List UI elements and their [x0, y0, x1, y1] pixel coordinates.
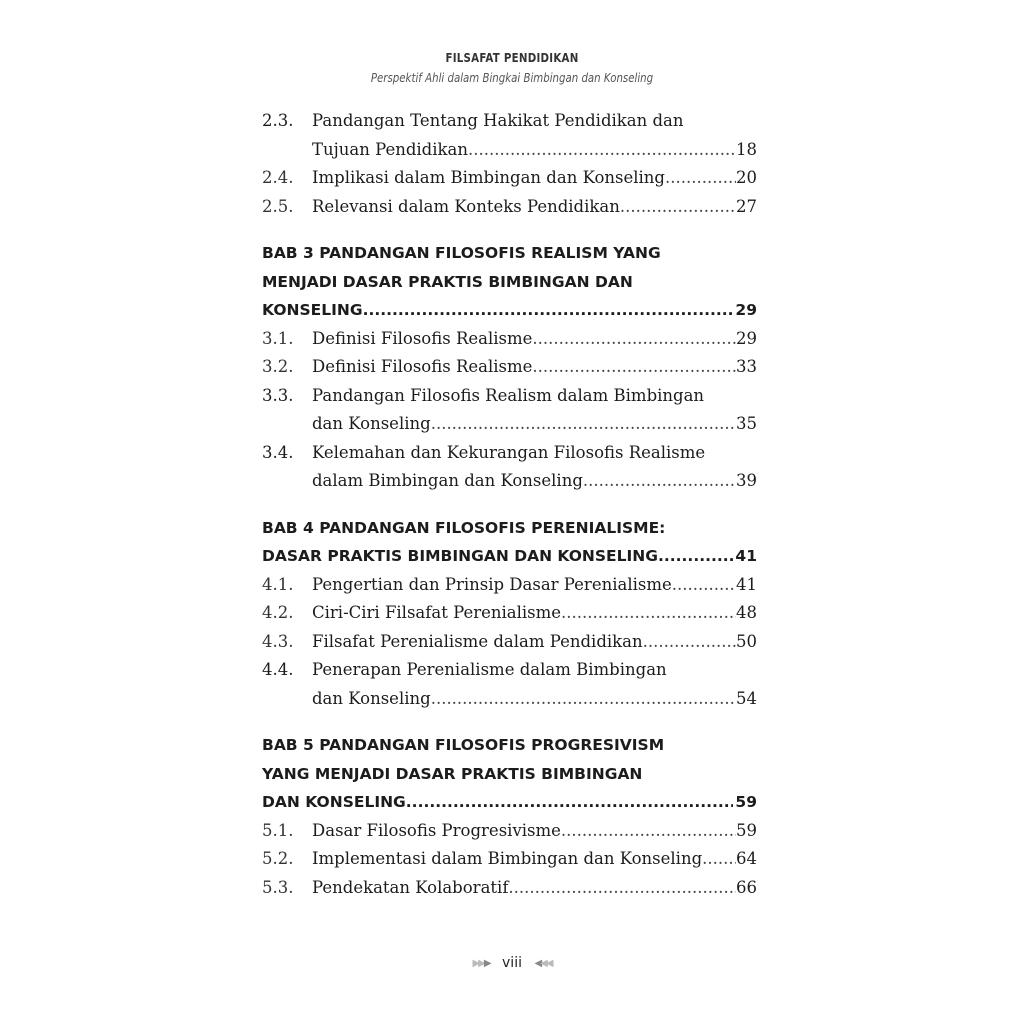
toc-page: 50 — [736, 631, 757, 651]
book-title: FILSAFAT PENDIDIKAN — [445, 50, 579, 65]
toc-title: Definisi Filosofis Realisme — [312, 328, 533, 348]
toc-title: dalam Bimbingan dan Konseling — [312, 471, 583, 490]
toc-entry-4-4 — [262, 657, 757, 686]
leader-dots — [468, 140, 736, 159]
leader-dots — [431, 414, 736, 433]
toc-number: 5.2. — [262, 849, 294, 868]
leader-dots — [702, 849, 736, 868]
toc-entry-4-3 — [262, 629, 757, 658]
toc-entry-5-2 — [262, 846, 757, 875]
toc-number: 2.3. — [262, 111, 294, 130]
chapter-title: DAN KONSELING — [262, 793, 406, 811]
chapter-title: MENJADI DASAR PRAKTIS BIMBINGAN DAN — [262, 272, 633, 291]
toc-page: 66 — [736, 877, 757, 897]
toc-entry-4-1 — [262, 572, 757, 601]
toc-entry-3-3-cont — [262, 411, 757, 440]
toc-page: 41 — [736, 574, 757, 594]
toc-title: Kelemahan dan Kekurangan Filosofis Realisme — [312, 442, 706, 462]
toc-number: 3.1. — [262, 328, 294, 348]
toc-title: Dasar Filosofis Progresivisme — [312, 820, 561, 840]
leader-dots — [431, 689, 736, 708]
toc-page: 27 — [736, 196, 757, 216]
running-header — [0, 50, 1024, 85]
toc-page: 33 — [736, 357, 757, 376]
chapter-heading-bab-4 — [262, 515, 757, 572]
toc-title: Definisi Filosofis Realisme — [312, 357, 533, 376]
toc-title: Implementasi dalam Bimbingan dan Konseling — [312, 849, 703, 868]
chapter-title: BAB 3 PANDANGAN FILOSOFIS REALISM YANG — [262, 244, 661, 262]
chapter-heading-bab-3 — [262, 240, 757, 326]
leader-dots — [620, 197, 736, 216]
toc-title: Pendekatan Kolaboratif — [312, 877, 509, 897]
chapter-page: 29 — [735, 301, 757, 319]
toc-entry-2-4 — [262, 165, 757, 194]
toc-entry-3-4 — [262, 440, 757, 469]
chapter-page: 41 — [735, 547, 757, 565]
toc-page: 29 — [736, 328, 757, 348]
toc-number: 5.1. — [262, 820, 294, 840]
toc-title: Implikasi dalam Bimbingan dan Konseling — [312, 168, 665, 187]
chapter-title: BAB 4 PANDANGAN FILOSOFIS PERENIALISME: — [262, 518, 666, 537]
toc-page: 35 — [736, 414, 757, 433]
toc-title: Penerapan Perenialisme dalam Bimbingan — [312, 660, 667, 679]
toc-number: 3.4. — [262, 442, 294, 462]
chapter-heading-bab-5 — [262, 732, 757, 818]
chapter-title: YANG MENJADI DASAR PRAKTIS BIMBINGAN — [262, 764, 643, 783]
toc-entry-4-4-cont — [262, 686, 757, 715]
leader-dots — [363, 297, 734, 326]
toc-number: 2.4. — [262, 168, 294, 187]
toc-number: 4.1. — [262, 574, 294, 594]
toc-title: Pandangan Tentang Hakikat Pendidikan dan — [312, 111, 684, 130]
leader-dots — [672, 575, 736, 594]
chapter-title: DASAR PRAKTIS BIMBINGAN DAN KONSELING — [262, 547, 658, 565]
toc-title: dan Konseling — [312, 414, 431, 433]
leader-dots — [658, 543, 733, 572]
toc-entry-5-3 — [262, 875, 757, 904]
toc-entry-2-5 — [262, 194, 757, 223]
toc-page: 18 — [736, 139, 757, 159]
leader-dots — [665, 168, 736, 187]
arrow-left-decoration-icon: ◀◀◀ — [534, 957, 552, 969]
toc-page: 64 — [736, 849, 757, 868]
chapter-title: KONSELING — [262, 301, 363, 319]
toc-entry-5-1 — [262, 818, 757, 847]
toc-title: Pengertian dan Prinsip Dasar Perenialisme — [312, 574, 672, 594]
toc-entry-3-4-cont — [262, 468, 757, 497]
leader-dots — [406, 789, 734, 818]
toc-page: 48 — [736, 603, 757, 622]
page-footer — [0, 955, 1024, 971]
toc-page: 39 — [736, 471, 757, 490]
toc-entry-3-2 — [262, 354, 757, 383]
toc-title: dan Konseling — [312, 688, 431, 708]
toc-entry-2-3-cont — [262, 137, 757, 166]
toc-page: 54 — [736, 688, 757, 708]
toc-number: 3.3. — [262, 385, 294, 405]
arrow-right-decoration-icon: ▶▶▶ — [472, 957, 490, 969]
toc-entry-4-2 — [262, 600, 757, 629]
toc-title: Relevansi dalam Konteks Pendidikan — [312, 196, 620, 216]
toc-entry-3-3 — [262, 383, 757, 412]
toc-number: 4.2. — [262, 603, 294, 622]
toc-page: 59 — [736, 820, 757, 840]
leader-dots — [561, 603, 736, 622]
toc-entry-3-1 — [262, 326, 757, 355]
toc-title: Pandangan Filosofis Realism dalam Bimbingan — [312, 385, 705, 405]
toc-number: 3.2. — [262, 357, 294, 376]
table-of-contents — [262, 108, 757, 903]
toc-title: Filsafat Perenialisme dalam Pendidikan — [312, 631, 643, 651]
toc-title: Tujuan Pendidikan — [312, 139, 468, 159]
leader-dots — [508, 878, 736, 897]
toc-number: 2.5. — [262, 196, 294, 216]
chapter-page: 59 — [735, 793, 757, 811]
chapter-title: BAB 5 PANDANGAN FILOSOFIS PROGRESIVISM — [262, 736, 665, 754]
leader-dots — [532, 329, 736, 348]
toc-title: Ciri-Ciri Filsafat Perenialisme — [312, 603, 562, 622]
leader-dots — [532, 357, 736, 376]
page-number: viii — [502, 955, 522, 971]
leader-dots — [583, 471, 736, 490]
toc-number: 4.3. — [262, 631, 294, 651]
book-subtitle: Perspektif Ahli dalam Bingkai Bimbingan dan Konseling — [370, 71, 654, 85]
leader-dots — [643, 632, 736, 651]
leader-dots — [561, 821, 736, 840]
toc-page: 20 — [736, 168, 757, 187]
toc-number: 4.4. — [262, 660, 294, 679]
toc-entry-2-3 — [262, 108, 757, 137]
toc-number: 5.3. — [262, 877, 294, 897]
